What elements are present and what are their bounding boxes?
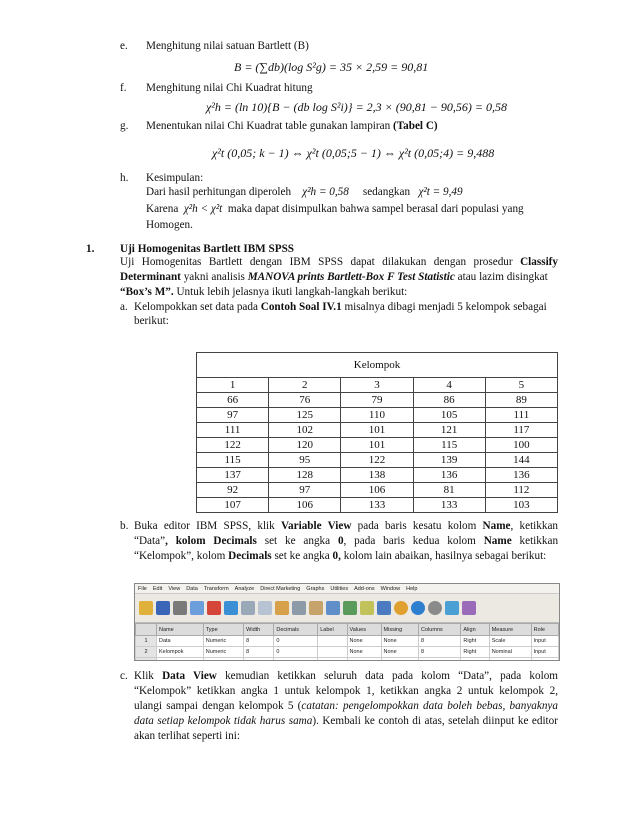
find-icon[interactable] <box>292 601 306 615</box>
table-cell: 133 <box>341 498 413 513</box>
step-c-letter: c. <box>120 670 128 682</box>
table-cell: 107 <box>197 498 269 513</box>
spss-cell[interactable]: 0 <box>274 647 318 658</box>
spss-variable-row[interactable] <box>136 636 559 647</box>
section-title: Uji Homogenitas Bartlett IBM SPSS <box>120 243 295 255</box>
spss-cell[interactable]: Right <box>461 647 489 658</box>
goto-variable-icon[interactable] <box>258 601 272 615</box>
spss-cell[interactable]: 8 <box>244 636 274 647</box>
redo-icon[interactable] <box>224 601 238 615</box>
table-cell: 100 <box>485 438 557 453</box>
conclusion-line-1: Dari hasil perhitungan diperoleh χ²h = 0,58 sedangkan χ²t = 9,49 <box>146 186 463 198</box>
step-c-line-2: “Kelompok” ketikkan angka 1 untuk kelompok 1, ketikkan angka 2 untuk kelompok 2, <box>134 685 558 697</box>
table-cell: 125 <box>269 408 341 423</box>
table-cell: 79 <box>341 393 413 408</box>
spss-cell[interactable]: Right <box>461 636 489 647</box>
weight-cases-icon[interactable] <box>360 601 374 615</box>
spss-row-number[interactable]: 1 <box>136 636 157 647</box>
table-group-header: Kelompok <box>197 353 558 378</box>
section-paragraph-1: Uji Homogenitas Bartlett dengan IBM SPSS dapat dilakukan dengan prosedur Classify <box>120 256 558 268</box>
spss-cell[interactable]: 8 <box>419 636 461 647</box>
table-column-header: 1 <box>197 378 269 393</box>
step-f-text: Menghitung nilai Chi Kuadrat hitung <box>146 82 313 94</box>
table-row <box>197 438 558 453</box>
step-c-line-5: akan terlihat seperti ini: <box>134 730 240 742</box>
table-cell: 66 <box>197 393 269 408</box>
use-sets-icon[interactable] <box>411 601 425 615</box>
spss-empty-cell[interactable] <box>157 658 204 662</box>
spss-empty-cell[interactable] <box>136 658 157 662</box>
table-cell: 105 <box>413 408 485 423</box>
step-h-letter: h. <box>120 172 129 184</box>
spss-menu-item[interactable]: Edit <box>152 585 163 592</box>
conclusion-title: Kesimpulan: <box>146 172 204 184</box>
spss-cell[interactable]: None <box>347 636 381 647</box>
table-cell: 115 <box>197 453 269 468</box>
step-f-letter: f. <box>120 82 127 94</box>
variables-icon[interactable] <box>275 601 289 615</box>
spss-column-header[interactable]: Align <box>461 624 489 636</box>
spss-empty-cell[interactable] <box>461 658 489 662</box>
spss-menu-item[interactable]: Transform <box>203 585 229 592</box>
table-cell: 138 <box>341 468 413 483</box>
table-cell: 111 <box>197 423 269 438</box>
spss-variable-view-screenshot <box>134 583 560 661</box>
spss-column-header[interactable]: Name <box>157 624 204 636</box>
spss-cell[interactable]: Input <box>531 647 558 658</box>
table-cell: 95 <box>269 453 341 468</box>
table-cell: 110 <box>341 408 413 423</box>
select-cases-icon[interactable] <box>377 601 391 615</box>
spss-toolbar <box>135 594 559 623</box>
scripting-icon[interactable] <box>462 601 476 615</box>
table-cell: 89 <box>485 393 557 408</box>
show-all-icon[interactable] <box>428 601 442 615</box>
step-g-letter: g. <box>120 120 129 132</box>
spss-column-header[interactable]: Decimals <box>274 624 318 636</box>
spss-empty-cell[interactable] <box>419 658 461 662</box>
step-c-line-1: Klik Data View kemudian ketikkan seluruh data pada kolom “Data”, pada kolom <box>134 670 559 682</box>
step-b-line-2: “Data”, kolom Decimals set ke angka 0, pada baris kedua kolom Name ketikkan <box>134 535 559 547</box>
table-cell: 101 <box>341 438 413 453</box>
spss-menu-item[interactable]: File <box>138 585 147 592</box>
spss-cell[interactable]: Numeric <box>203 636 243 647</box>
chi-square-table-formula: χ²t (0,05; k − 1) ⇔ χ²t (0,05;5 − 1) ⇔ χ²t (0,05;4) = 9,488 <box>212 146 495 160</box>
conclusion-line-2: Karena χ²h < χ²t maka dapat disimpulkan bahwa sampel berasal dari populasi yang <box>146 203 524 215</box>
table-cell: 86 <box>413 393 485 408</box>
chi-square-count-formula: χ²h = (ln 10){B − (db log S²i)} = 2,3 × (90,81 − 90,56) = 0,58 <box>206 100 507 114</box>
table-cell: 120 <box>269 438 341 453</box>
conclusion-line-3: Homogen. <box>146 219 193 231</box>
kelompok-table <box>196 352 558 513</box>
spss-cell[interactable]: 8 <box>244 647 274 658</box>
spss-column-header[interactable]: Measure <box>489 624 531 636</box>
bartlett-formula: B = (∑db)(log S²g) = 35 × 2,59 = 90,81 <box>234 60 429 74</box>
spss-cell[interactable]: Numeric <box>203 647 243 658</box>
save-icon[interactable] <box>156 601 170 615</box>
spss-empty-cell[interactable] <box>489 658 531 662</box>
step-a-text-end: berikut: <box>134 315 169 327</box>
step-b-line-1: Buka editor IBM SPSS, klik Variable View pada baris kesatu kolom Name, ketikkan <box>134 520 559 532</box>
section-number: 1. <box>86 243 95 255</box>
table-row <box>197 483 558 498</box>
spss-cell[interactable]: 8 <box>419 647 461 658</box>
table-cell: 117 <box>485 423 557 438</box>
step-c-line-4: data setiap kelompok tidak harus sama). Kembali ke contoh di atas, setelah diinput ke editor <box>134 715 558 727</box>
spss-menu-item[interactable]: Direct Marketing <box>260 585 301 592</box>
spss-cell[interactable]: None <box>381 647 419 658</box>
table-cell: 97 <box>197 408 269 423</box>
table-cell: 122 <box>341 453 413 468</box>
table-cell: 92 <box>197 483 269 498</box>
section-paragraph-2: Determinant yakni analisis MANOVA prints Bartlett-Box F Test Statistic atau lazim disingkat <box>120 271 548 283</box>
step-g-text: Menentukan nilai Chi Kuadrat table gunakan lampiran (Tabel C) <box>146 120 438 132</box>
insert-cases-icon[interactable] <box>309 601 323 615</box>
step-c-line-3: ulangi sampai dengan kelompok 5 (catatan: pengelompokkan data boleh bebas, banyaknya <box>134 700 558 712</box>
spss-menu-item[interactable]: Add-ons <box>354 585 375 592</box>
table-row <box>197 423 558 438</box>
step-a-letter: a. <box>120 301 128 313</box>
split-file-icon[interactable] <box>343 601 357 615</box>
spss-cell[interactable]: Nominal <box>489 647 531 658</box>
spss-empty-cell[interactable] <box>381 658 419 662</box>
spss-menubar <box>135 584 559 594</box>
table-cell: 133 <box>413 498 485 513</box>
spss-column-header[interactable]: Values <box>347 624 381 636</box>
table-cell: 115 <box>413 438 485 453</box>
spss-column-header[interactable]: Role <box>531 624 558 636</box>
table-row <box>197 468 558 483</box>
table-cell: 112 <box>485 483 557 498</box>
spss-variable-table <box>135 623 559 661</box>
spss-cell[interactable]: Input <box>531 636 558 647</box>
spss-cell[interactable]: Kelompok <box>157 647 204 658</box>
undo-icon[interactable] <box>207 601 221 615</box>
table-cell: 136 <box>485 468 557 483</box>
spss-cell[interactable]: None <box>381 636 419 647</box>
spss-menu-item[interactable]: Graphs <box>306 585 325 592</box>
spss-empty-cell[interactable] <box>244 658 274 662</box>
table-cell: 111 <box>485 408 557 423</box>
insert-variable-icon[interactable] <box>326 601 340 615</box>
spss-empty-cell[interactable] <box>203 658 243 662</box>
spss-cell[interactable]: Data <box>157 636 204 647</box>
table-column-header: 5 <box>485 378 557 393</box>
spss-column-header[interactable]: Label <box>318 624 347 636</box>
step-e-text: Menghitung nilai satuan Bartlett (B) <box>146 40 309 52</box>
dialog-recall-icon[interactable] <box>190 601 204 615</box>
spss-column-header[interactable]: Missing <box>381 624 419 636</box>
table-row <box>197 408 558 423</box>
spss-column-header[interactable]: Width <box>244 624 274 636</box>
table-cell: 137 <box>197 468 269 483</box>
table-cell: 136 <box>413 468 485 483</box>
spss-empty-cell[interactable] <box>274 658 318 662</box>
print-icon[interactable] <box>173 601 187 615</box>
table-cell: 144 <box>485 453 557 468</box>
table-row <box>197 453 558 468</box>
table-cell: 103 <box>485 498 557 513</box>
table-cell: 139 <box>413 453 485 468</box>
spss-menu-item[interactable]: Analyze <box>234 585 255 592</box>
spss-column-header[interactable]: Columns <box>419 624 461 636</box>
spss-cell[interactable]: 0 <box>274 636 318 647</box>
table-cell: 76 <box>269 393 341 408</box>
spss-menu-item[interactable]: Window <box>380 585 401 592</box>
step-b-letter: b. <box>120 520 129 532</box>
table-cell: 101 <box>341 423 413 438</box>
spss-menu-item[interactable]: View <box>168 585 181 592</box>
step-b-line-3: “Kelompok”, kolom Decimals set ke angka 0, kolom lain abaikan, hasilnya sebagai berikut: <box>134 550 547 562</box>
step-e-letter: e. <box>120 40 128 52</box>
table-cell: 97 <box>269 483 341 498</box>
goto-case-icon[interactable] <box>241 601 255 615</box>
table-column-header: 2 <box>269 378 341 393</box>
table-cell: 81 <box>413 483 485 498</box>
spss-empty-cell[interactable] <box>347 658 381 662</box>
spelling-icon[interactable] <box>445 601 459 615</box>
step-a-text: Kelompokkan set data pada Contoh Soal IV.1 misalnya dibagi menjadi 5 kelompok sebagai <box>134 301 547 313</box>
table-cell: 106 <box>341 483 413 498</box>
spss-column-header[interactable] <box>136 624 157 636</box>
table-cell: 102 <box>269 423 341 438</box>
open-folder-icon[interactable] <box>139 601 153 615</box>
spss-variable-row[interactable] <box>136 647 559 658</box>
section-paragraph-3: “Box’s M”. Untuk lebih jelasnya ikuti langkah-langkah berikut: <box>120 286 408 298</box>
spss-empty-cell[interactable] <box>318 658 347 662</box>
table-row <box>197 498 558 513</box>
value-labels-icon[interactable] <box>394 601 408 615</box>
spss-cell[interactable]: None <box>347 647 381 658</box>
table-cell: 121 <box>413 423 485 438</box>
spss-cell[interactable] <box>318 647 347 658</box>
table-cell: 128 <box>269 468 341 483</box>
table-cell: 122 <box>197 438 269 453</box>
spss-column-header[interactable]: Type <box>203 624 243 636</box>
spss-empty-row[interactable] <box>136 658 559 662</box>
spss-menu-item[interactable]: Help <box>406 585 418 592</box>
table-cell: 106 <box>269 498 341 513</box>
spss-cell[interactable] <box>318 636 347 647</box>
table-row <box>197 393 558 408</box>
spss-menu-item[interactable]: Data <box>186 585 198 592</box>
spss-row-number[interactable]: 2 <box>136 647 157 658</box>
table-column-header: 4 <box>413 378 485 393</box>
spss-empty-cell[interactable] <box>531 658 558 662</box>
table-column-header: 3 <box>341 378 413 393</box>
spss-menu-item[interactable]: Utilities <box>330 585 349 592</box>
spss-cell[interactable]: Scale <box>489 636 531 647</box>
